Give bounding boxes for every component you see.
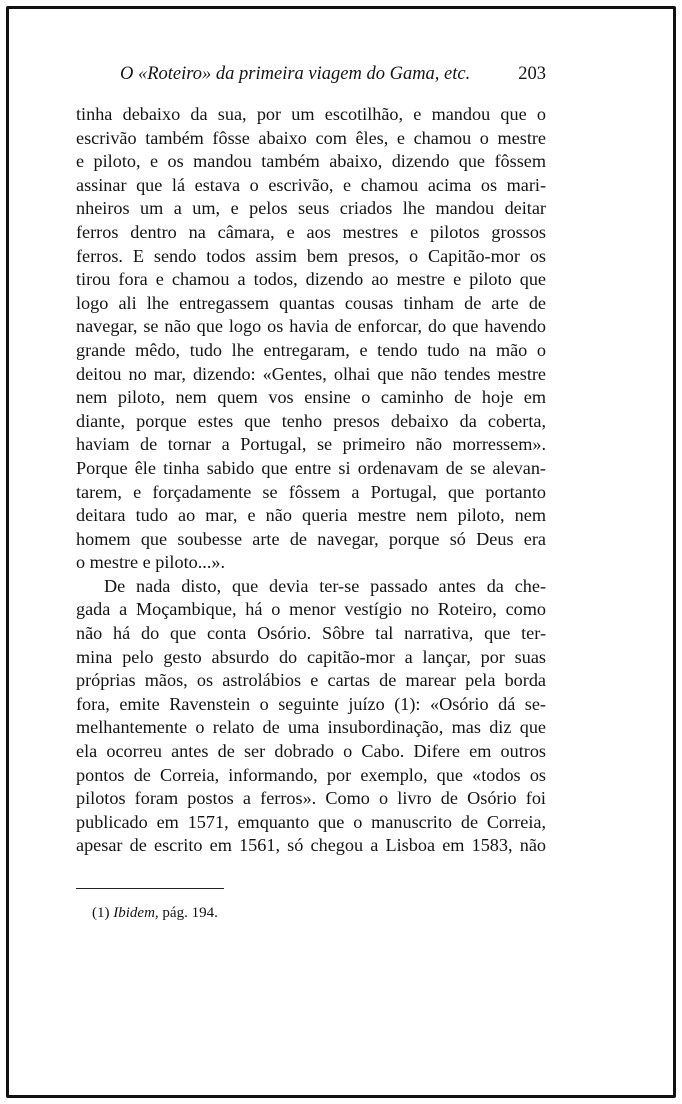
text-line: gada a Moçambique, há o menor vestígio no Roteiro, como [76,599,546,620]
footnote [92,903,218,923]
text-line: diante, porque estes que tenho presos debaixo da coberta, [76,410,546,431]
text-line: escrivão também fôsse abaixo com êles, e chamou o mestre [76,127,546,148]
text-line: próprias mãos, os astrolábios e cartas de marear pela borda [76,670,546,691]
text-line: fora, emite Ravenstein o seguinte juízo (1): «Osório dá se- [76,693,546,714]
text-line: ela ocorreu antes de ser dobrado o Cabo. Difere em outros [76,741,546,762]
text-line: haviam de tornar a Portugal, se primeiro não morressem». [76,434,546,455]
text-line: não há do que conta Osório. Sôbre tal narrativa, que ter- [76,623,546,644]
text-line: logo ali lhe entregassem quantas cousas tinham de arte de [76,292,546,313]
text-line: mina pelo gesto absurdo do capitão-mor a lançar, por suas [76,646,546,667]
text-line: nem piloto, nem quem vos ensine o caminho de hoje em [76,387,546,408]
text-line: deitara tudo ao mar, e não queria mestre nem piloto, nem [76,505,546,526]
text-line: Porque êle tinha sabido que entre si ordenavam de se alevan- [76,457,546,478]
text-line: homem que soubesse arte de navegar, porque só Deus era [76,528,546,549]
text-line: pilotos foram postos a ferros». Como o livro de Osório foi [76,788,546,809]
text-line: pontos de Correia, informando, por exemplo, que «todos os [76,764,546,785]
footnote-source: Ibidem, [113,905,159,921]
footnote-reference: pág. 194. [162,905,218,921]
text-line: tirou fora e chamou a todos, dizendo ao mestre e piloto que [76,269,546,290]
text-line: o mestre e piloto...». [76,552,226,573]
text-line: De nada disto, que devia ter-se passado antes da che- [104,575,546,596]
text-line: grande mêdo, tudo lhe entregaram, e tendo tudo na mão o [76,339,546,360]
text-line: assinar que lá estava o escrivão, e chamou acima os mari- [76,174,546,195]
text-line: ferros dentro na câmara, e aos mestres e pilotos grossos [76,221,546,242]
text-line: melhantemente o relato de uma insubordinação, mas diz que [76,717,546,738]
page-number: 203 [518,64,546,84]
text-line: navegar, se não que logo os havia de enforcar, do que havendo [76,316,546,337]
footnote-marker: (1) [92,905,110,921]
body-text [76,103,546,858]
text-line: tarem, e forçadamente se fôssem a Portugal, que portanto [76,481,546,502]
text-line: nheiros um a um, e pelos seus criados lhe mandou deitar [76,198,546,219]
text-line: ferros. E sendo todos assim bem presos, o Capitão-mor os [76,245,546,266]
running-title: O «Roteiro» da primeira viagem do Gama, etc. [120,64,471,84]
footnote-rule [76,888,224,889]
text-line: apesar de escrito em 1561, só chegou a Lisboa em 1583, não [76,835,546,856]
text-line: tinha debaixo da sua, por um escotilhão, e mandou que o [76,104,546,124]
text-line: publicado em 1571, emquanto que o manuscrito de Correia, [76,811,546,832]
text-line: deitou no mar, dizendo: «Gentes, olhai que não tendes mestre [76,363,546,384]
text-line: e piloto, e os mandou também abaixo, dizendo que fôssem [76,151,546,172]
